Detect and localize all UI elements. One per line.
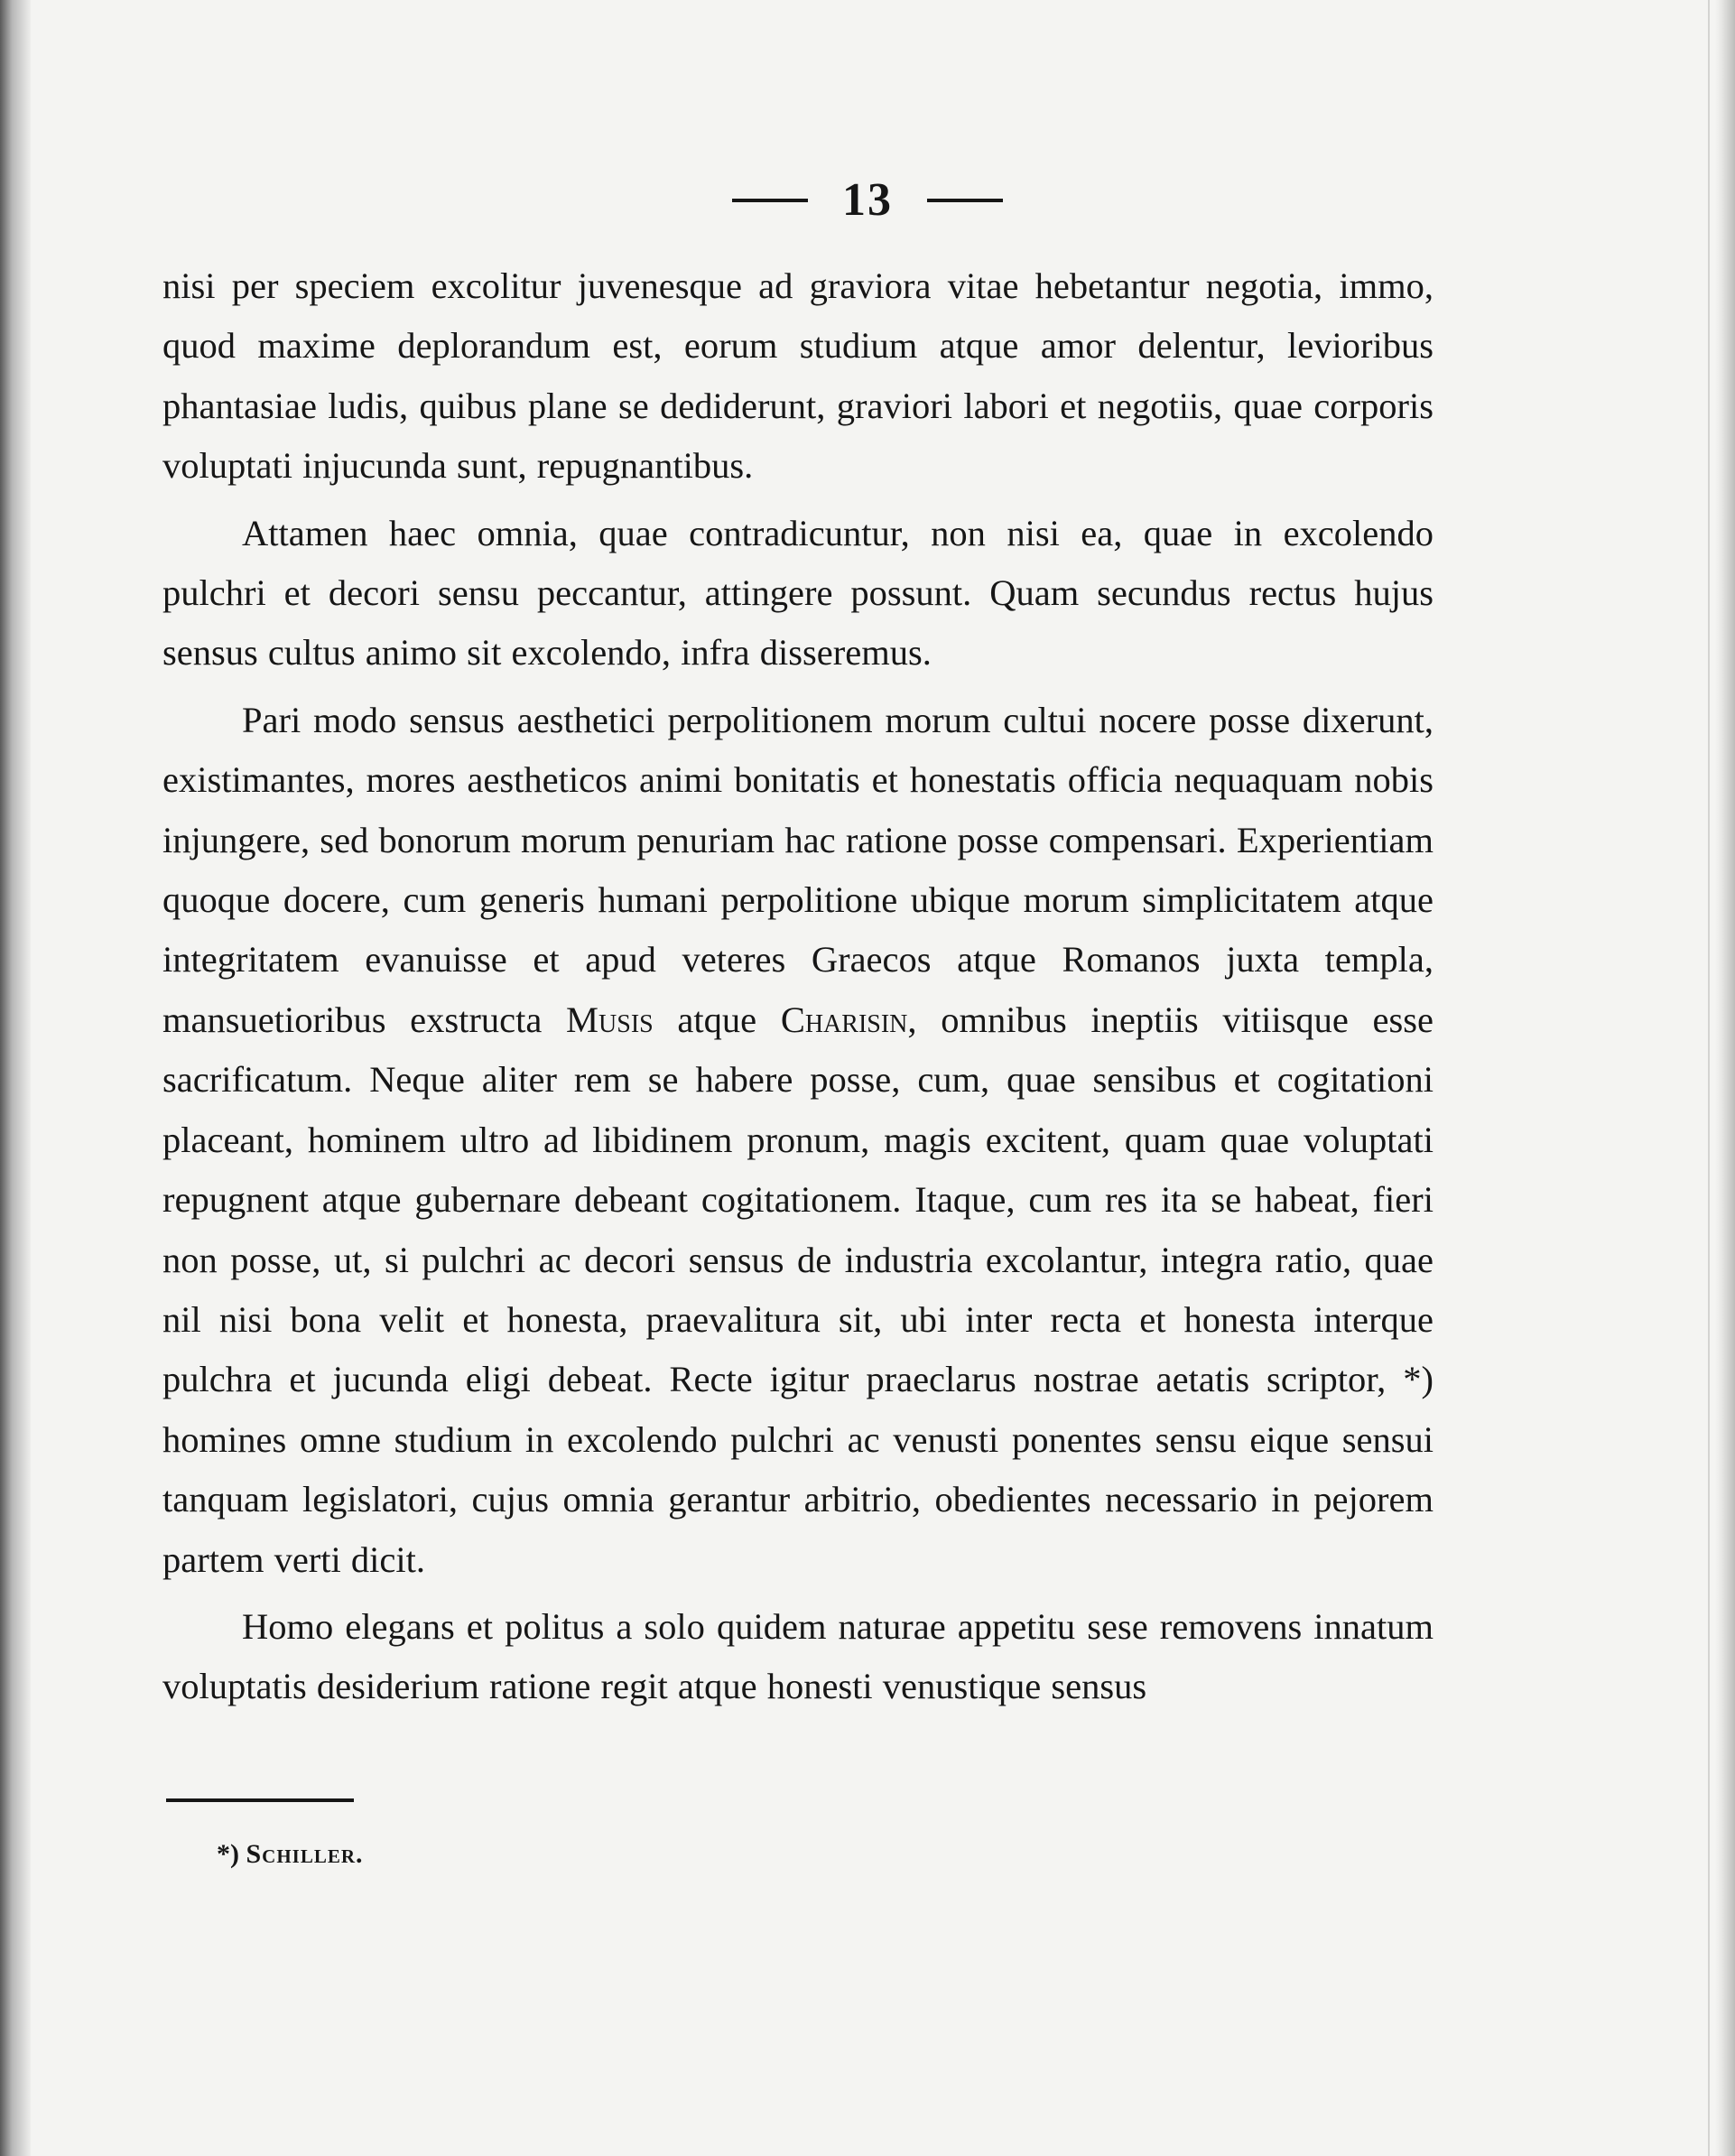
page-fold-line [1708, 0, 1710, 2156]
footnote-marker: *) [217, 1839, 239, 1869]
page-header [0, 173, 1735, 228]
name-charisin: Charisin [780, 999, 908, 1040]
paragraph-4: Homo elegans et politus a solo quidem naturae appetitu sese removens innatum voluptatis desiderium ratione regit atque honesti venustique sensus [162, 1605, 1433, 1707]
name-musis: Musis [566, 999, 654, 1040]
paragraph-3-part-2: , omnibus ineptiis vitiisque esse sacrificatum. Neque aliter rem se habere posse, cum, quae sensibus et cogitationi placeant, hominem ultro ad libidinem pronum, magis excitent, quam quae voluptati repugnent atque gubernare debeant cogitationem. Itaque, cum res ita se habeat, fieri non posse, ut, si pulchri ac decori sensus de industria excolantur, integra ratio, quae nil nisi bona velit et honesta, praevalitura sit, ubi inter recta et honesta interque pulchra et jucunda eligi debeat. Recte igitur praeclarus nostrae aetatis scriptor, [162, 999, 1434, 1400]
paragraph-2: Attamen haec omnia, quae contradicuntur, non nisi ea, quae in excolendo pulchri et decori sensu peccantur, attingere possunt. Quam secundus rectus hujus sensus cultus animo sit excolendo, infra disseremus. [162, 512, 1433, 674]
paragraph-3-part-3: homines omne studium in excolendo pulchri ac venusti ponentes sensu eique sensui tanquam legislatori, cujus omnia gerantur arbitrio, obedientes necessario in pejorem partem verti dicit. [162, 1418, 1433, 1580]
footnote [217, 1836, 364, 1873]
paragraph-1: nisi per speciem excolitur juvenesque ad graviora vitae hebetantur negotia, immo, quod maxime deplorandum est, eorum studium atque amor delentur, levioribus phantasiae ludis, quibus plane se dediderunt, graviori labori et negotiis, quae corporis voluptati injucunda sunt, repugnantibus. [162, 265, 1433, 487]
footnote-reference: *) [1403, 1359, 1433, 1400]
paragraph-3 [162, 691, 1433, 1590]
word-atque: atque [677, 999, 757, 1040]
page-number: 13 [842, 174, 893, 226]
header-dash-left [732, 199, 808, 202]
footnote-rule [166, 1798, 354, 1802]
footnote-text: Schiller. [246, 1839, 364, 1869]
header-dash-right [927, 199, 1003, 202]
binding-shadow [0, 0, 31, 2156]
paragraph-3-part-1: Pari modo sensus aesthetici perpolitionem morum cultui nocere posse dixerunt, existimantes, mores aestheticos animi bonitatis et honestatis officia nequaquam nobis injungere, sed bonorum morum penuriam hac ratione posse compensari. Experientiam quoque docere, cum generis humani perpolitione ubique morum simplicitatem atque integritatem evanuisse et apud veteres Graecos atque Romanos juxta templa, mansuetioribus exstructa [162, 699, 1433, 1040]
main-text [162, 256, 1433, 1724]
page-edge [1715, 0, 1735, 2156]
